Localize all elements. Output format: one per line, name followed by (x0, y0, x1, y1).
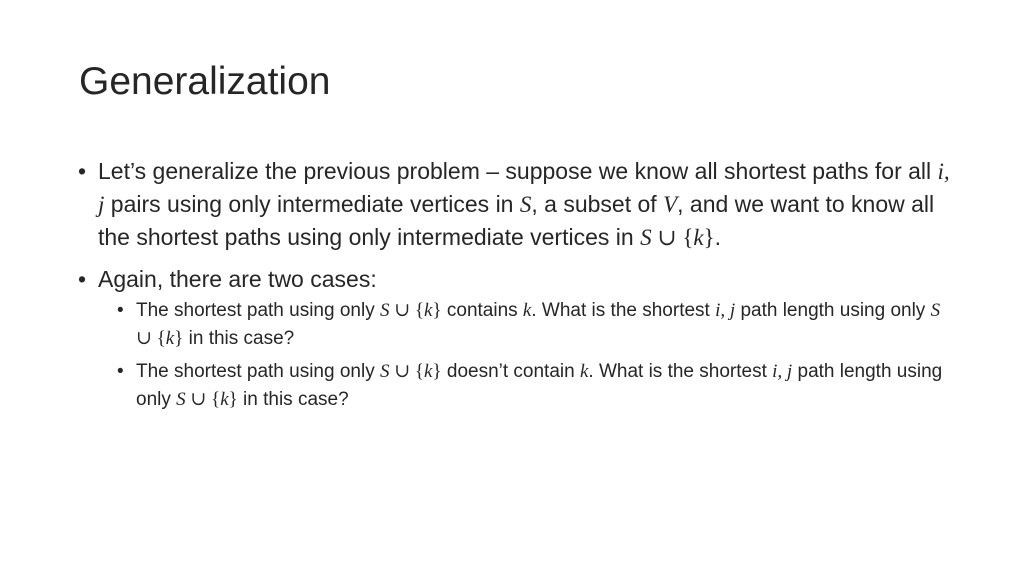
case2-text-1: The shortest path using only (136, 361, 380, 382)
case2-math-union: ∪ { (389, 361, 425, 382)
case2-math-s: S (379, 361, 390, 382)
case2-text-5: in this case? (237, 389, 349, 410)
bullet1-math-s: S (519, 192, 532, 217)
slide-title: Generalization (79, 60, 331, 103)
case1-math-k: k (424, 300, 433, 321)
case2-math-brace: } (432, 361, 442, 382)
case2-math-ij: i, j (772, 361, 793, 382)
sub-bullet-list (78, 297, 958, 414)
bullet1-text-3: , a subset of (531, 191, 664, 217)
case2-math-brace2: } (228, 389, 238, 410)
sub-bullet-not-contains-k (117, 358, 958, 414)
case1-text-3: . What is the shortest (531, 300, 716, 321)
case1-text-4: path length using only (735, 300, 931, 321)
bullet-two-cases (78, 263, 958, 295)
case1-math-s2: S (930, 300, 941, 321)
case1-math-brace: } (432, 300, 442, 321)
case1-math-brace2: } (174, 328, 184, 349)
bullet1-math-k: k (693, 225, 704, 250)
case1-text-1: The shortest path using only (136, 300, 380, 321)
case1-math-ij: i, j (715, 300, 736, 321)
case2-text-3: . What is the shortest (588, 361, 773, 382)
bullet1-math-union: ∪ { (651, 225, 694, 250)
bullet1-text-5: . (714, 224, 722, 250)
bullet1-text-2: pairs using only intermediate vertices in (104, 191, 520, 217)
bullet1-text-4: , and we want to know all the shortest paths using only intermediate vertices in (98, 191, 935, 250)
slide-content (78, 155, 958, 414)
case2-math-k: k (424, 361, 433, 382)
case1-math-union2: ∪ { (136, 328, 166, 349)
case1-text-5: in this case? (183, 328, 295, 349)
case2-math-k3: k (220, 389, 229, 410)
case2-text-4: path length using only (136, 361, 943, 410)
bullet1-math-v: V (663, 192, 678, 217)
bullet2-text: Again, there are two cases: (98, 266, 377, 292)
bullet1-text-1: Let’s generalize the previous problem – suppose we know all shortest paths for all (98, 158, 938, 184)
case1-text-2: contains (441, 300, 523, 321)
case2-math-s2: S (176, 389, 186, 410)
bullet1-math-brace: } (703, 225, 715, 250)
bullet-generalize (78, 155, 958, 254)
case2-text-2: doesn’t contain (441, 361, 580, 382)
case1-math-k3: k (165, 328, 175, 349)
case1-math-s: S (379, 300, 390, 321)
case1-math-k2: k (522, 300, 532, 321)
case1-math-union: ∪ { (389, 300, 425, 321)
sub-bullet-contains-k (117, 297, 958, 353)
case2-math-k2: k (579, 361, 589, 382)
case2-math-union2: ∪ { (185, 389, 221, 410)
bullet1-math-s2: S (640, 225, 652, 250)
bullet1-math-ij: i, j (98, 159, 950, 217)
